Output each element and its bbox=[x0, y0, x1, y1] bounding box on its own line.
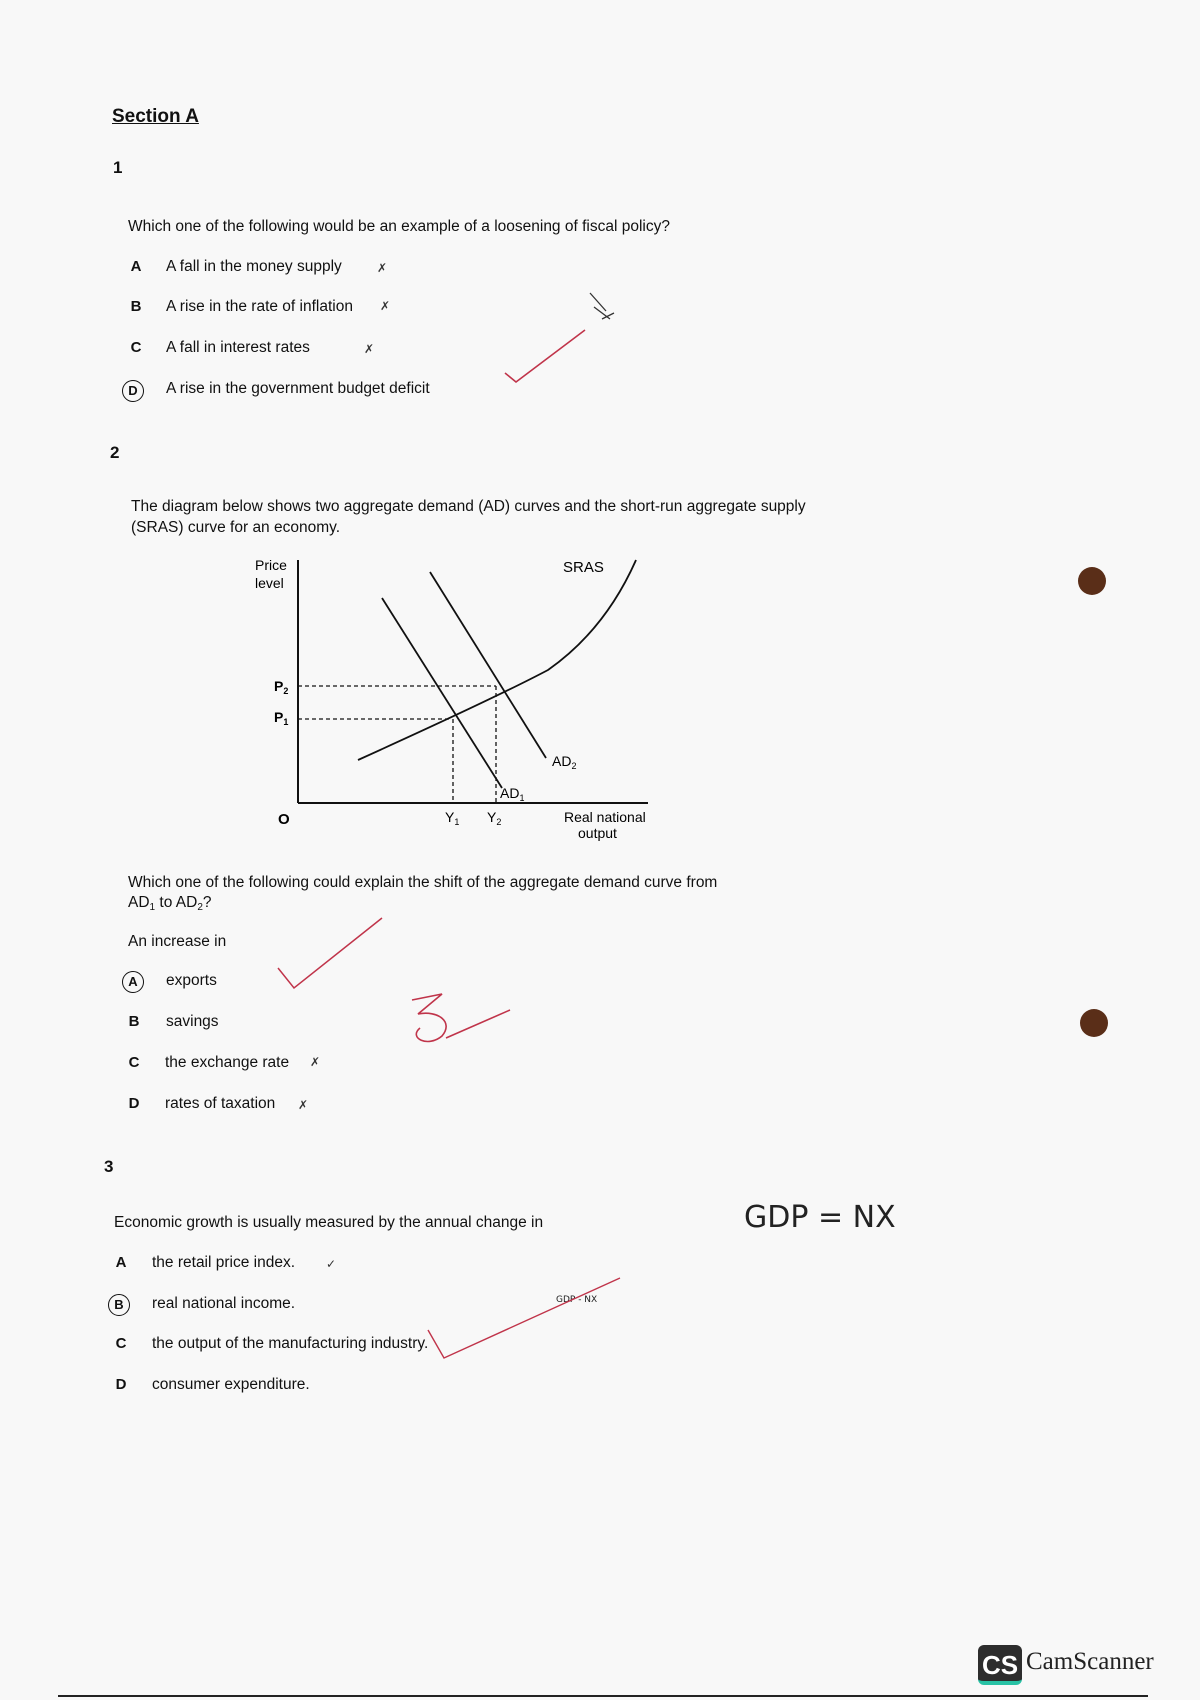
question-2-lead: An increase in bbox=[128, 933, 227, 950]
origin-label: O bbox=[278, 811, 290, 828]
q3-option-d-text: consumer expenditure. bbox=[152, 1376, 310, 1393]
question-1-number: 1 bbox=[113, 158, 123, 177]
question-2-prompt-line1: Which one of the following could explain the shift of the aggregate demand curve from bbox=[128, 874, 718, 891]
x-axis-label-2: output bbox=[578, 825, 617, 841]
question-2-number: 2 bbox=[110, 443, 120, 462]
q3-handwritten-note: GDP = NX bbox=[744, 1200, 896, 1235]
footer-line bbox=[58, 1695, 1148, 1697]
q1-option-b-mark: ✗ bbox=[380, 299, 391, 313]
q3-option-c-text: the output of the manufacturing industry. bbox=[152, 1335, 429, 1352]
question-3-text: Economic growth is usually measured by the annual change in bbox=[114, 1214, 544, 1231]
q1-option-c-mark: ✗ bbox=[364, 342, 375, 356]
ad1-label: $AD_1$ bbox=[500, 785, 525, 803]
hole-punch-bottom bbox=[1080, 1009, 1108, 1037]
q3-option-a-text: the retail price index. bbox=[152, 1254, 296, 1271]
q2-option-d-mark: ✗ bbox=[298, 1098, 309, 1112]
q2-option-b-letter: B bbox=[128, 1013, 140, 1030]
q3-red-tick-icon bbox=[420, 1268, 640, 1378]
ad-as-diagram bbox=[240, 548, 680, 848]
camscanner-logo: CS bbox=[978, 1645, 1022, 1685]
q3-option-b-letter: B bbox=[108, 1294, 130, 1316]
question-2-prompt-line2: $AD_1$ to $AD_2$? bbox=[128, 894, 212, 913]
question-3-number: 3 bbox=[104, 1157, 114, 1176]
q2-option-d-text: rates of taxation bbox=[165, 1095, 276, 1112]
q1-option-a-letter: A bbox=[130, 258, 142, 275]
q3-small-note: GDP - NX bbox=[556, 1295, 598, 1305]
q1-option-b-letter: B bbox=[130, 298, 142, 315]
q1-option-a-text: A fall in the money supply bbox=[166, 258, 342, 275]
sras-label: SRAS bbox=[563, 559, 604, 576]
q1-option-c-text: A fall in interest rates bbox=[166, 339, 310, 356]
question-1-text: Which one of the following would be an example of a loosening of fiscal policy? bbox=[128, 218, 670, 235]
q3-option-d-letter: D bbox=[115, 1376, 127, 1393]
q2-option-c-text: the exchange rate bbox=[165, 1054, 290, 1071]
q1-option-b-text: A rise in the rate of inflation bbox=[166, 298, 353, 315]
q2-option-a-text: exports bbox=[166, 972, 217, 989]
q2-option-b-text: savings bbox=[166, 1013, 219, 1030]
p1-label: $P_1$ bbox=[274, 709, 289, 727]
hole-punch-top bbox=[1078, 567, 1106, 595]
q1-option-d-letter: D bbox=[122, 380, 144, 402]
q3-option-a-letter: A bbox=[115, 1254, 127, 1271]
q2-option-c-letter: C bbox=[128, 1054, 140, 1071]
ad1-curve bbox=[382, 598, 502, 788]
q3-option-b-text: real national income. bbox=[152, 1295, 296, 1312]
q3-option-c-letter: C bbox=[115, 1335, 127, 1352]
camscanner-name: CamScanner bbox=[1026, 1648, 1154, 1675]
y-axis-label-2: level bbox=[255, 575, 284, 591]
question-2-text: The diagram below shows two aggregate demand (AD) curves and the short-run aggregate supply (SRAS) curve for an economy. bbox=[131, 498, 806, 536]
y1-label: $Y_1$ bbox=[445, 809, 460, 827]
q1-option-c-letter: C bbox=[130, 339, 142, 356]
ad2-curve bbox=[430, 572, 546, 758]
y2-label: $Y_2$ bbox=[487, 809, 502, 827]
q2-option-d-letter: D bbox=[128, 1095, 140, 1112]
q2-option-a-letter: A bbox=[122, 971, 144, 993]
x-axis-label-1: Real national bbox=[564, 809, 646, 825]
q1-option-d-text: A rise in the government budget deficit bbox=[166, 380, 430, 397]
p2-label: $P_2$ bbox=[274, 678, 289, 696]
q2-red-tick-icon bbox=[270, 910, 520, 1070]
y-axis-label-1: Price bbox=[255, 557, 287, 573]
q3-option-a-mark: ✓ bbox=[326, 1257, 337, 1271]
sras-curve bbox=[358, 560, 636, 760]
ad2-label: $AD_2$ bbox=[552, 753, 577, 771]
q2-option-c-mark: ✗ bbox=[310, 1055, 321, 1069]
q1-red-tick-icon bbox=[490, 285, 620, 385]
q1-option-a-mark: ✗ bbox=[377, 261, 388, 275]
section-title: Section A bbox=[112, 106, 199, 127]
